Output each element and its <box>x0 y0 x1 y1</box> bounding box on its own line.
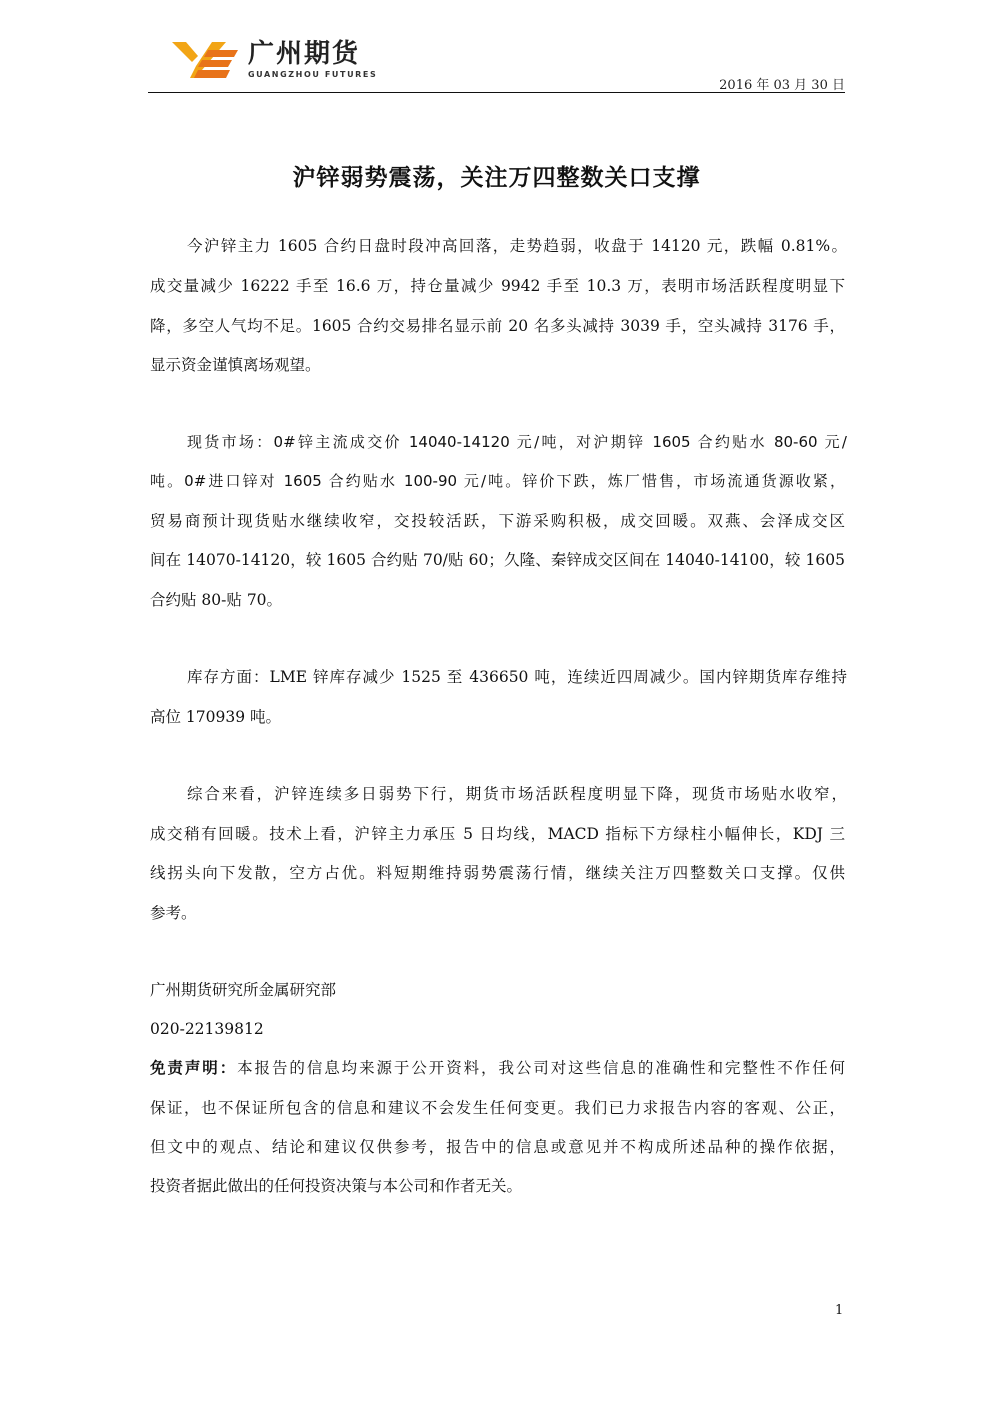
paragraph-line: 成交量减少 16222 手至 16.6 万，持仓量减少 9942 手至 10.3 万，表明市场活跃程度明显下 <box>150 277 845 295</box>
paragraph-line: 降，多空人气均不足。1605 合约交易排名显示前 20 名多头减持 3039 手，空头减持 3176 手， <box>150 317 845 335</box>
disclaimer-line <box>150 1058 845 1078</box>
disclaimer-text: 本报告的信息均来源于公开资料，我公司对这些信息的准确性和完整性不作任何 <box>237 1059 845 1077</box>
paragraph-line: 间在 14070-14120，较 1605 合约贴 70/贴 60；久隆、秦锌成交区间在 14040-14100，较 1605 <box>150 551 845 569</box>
logo-english-name: GUANGZHOU FUTURES <box>248 70 378 79</box>
company-logo-icon <box>172 40 238 80</box>
paragraph-line: 今沪锌主力 1605 合约日盘时段冲高回落，走势趋弱，收盘于 14120 元，跌幅 0.81%。 <box>187 237 847 255</box>
paragraph-line: 高位 170939 吨。 <box>150 708 282 726</box>
page-header <box>148 32 845 94</box>
paragraph-line: 库存方面：LME 锌库存减少 1525 至 436650 吨，连续近四周减少。国内锌期货库存维持 <box>187 668 847 686</box>
disclaimer-line: 保证，也不保证所包含的信息和建议不会发生任何变更。我们已力求报告内容的客观、公正， <box>150 1099 845 1117</box>
disclaimer-line: 但文中的观点、结论和建议仅供参考，报告中的信息或意见并不构成所述品种的操作依据， <box>150 1138 845 1156</box>
paragraph-line: 合约贴 80-贴 70。 <box>150 591 283 609</box>
paragraph-line: 现货市场：0#锌主流成交价 14040-14120 元/吨，对沪期锌 1605 合约贴水 80-60 元/ <box>187 433 847 451</box>
paragraph-line: 显示资金谨慎离场观望。 <box>150 356 321 374</box>
header-divider <box>148 92 845 93</box>
department-name: 广州期货研究所金属研究部 <box>150 981 337 999</box>
paragraph-line: 成交稍有回暖。技术上看，沪锌主力承压 5 日均线，MACD 指标下方绿柱小幅伸长，KDJ 三 <box>150 825 845 843</box>
paragraph-line: 综合来看，沪锌连续多日弱势下行，期货市场活跃程度明显下降，现货市场贴水收窄， <box>187 785 847 803</box>
logo-chinese-name: 广州期货 <box>248 39 361 69</box>
page-number: 1 <box>835 1303 844 1318</box>
paragraph-line: 参考。 <box>150 904 197 922</box>
page-title: 沪锌弱势震荡，关注万四整数关口支撑 <box>292 165 701 191</box>
disclaimer-line: 投资者据此做出的任何投资决策与本公司和作者无关。 <box>150 1177 523 1195</box>
paragraph-line: 吨。0#进口锌对 1605 合约贴水 100-90 元/吨。锌价下跌，炼厂惜售，市场流通货源收紧， <box>150 472 845 490</box>
report-date: 2016 年 03 月 30 日 <box>719 78 845 93</box>
paragraph-line: 贸易商预计现货贴水继续收窄，交投较活跃，下游采购积极，成交回暖。双燕、会泽成交区 <box>150 512 845 530</box>
contact-phone: 020-22139812 <box>150 1020 264 1038</box>
paragraph-line: 线拐头向下发散，空方占优。料短期维持弱势震荡行情，继续关注万四整数关口支撑。仅供 <box>150 864 845 882</box>
disclaimer-label: 免责声明： <box>150 1059 238 1077</box>
